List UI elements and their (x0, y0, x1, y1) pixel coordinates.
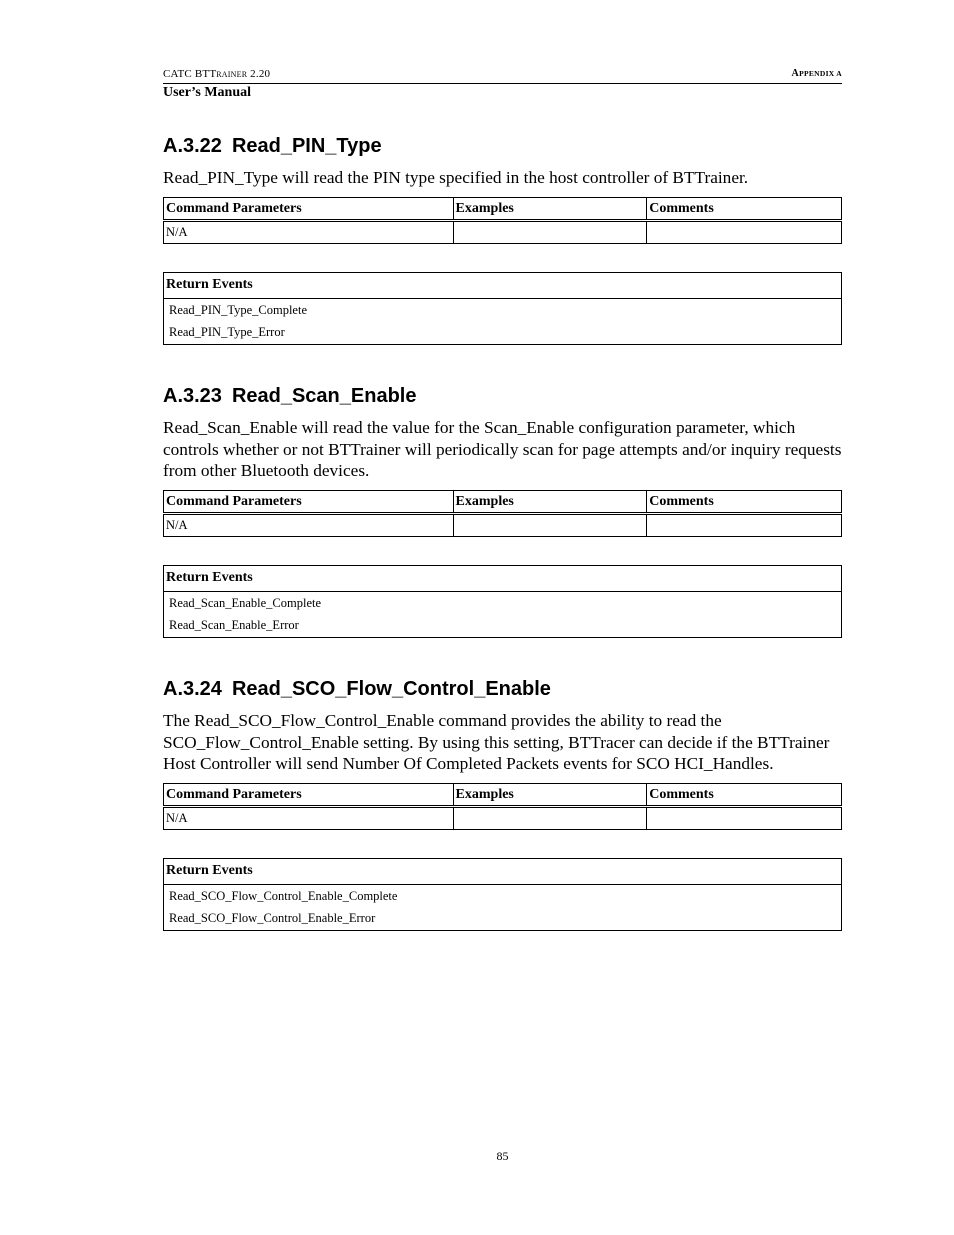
event-name: Read_PIN_Type_Error (169, 324, 285, 339)
command-parameters-table (163, 197, 842, 244)
table-row (164, 614, 842, 637)
section-read-sco-flow-control-enable (163, 676, 842, 931)
section-heading: A.3.23 Read_Scan_Enable (163, 385, 417, 407)
section-heading: A.3.22 Read_PIN_Type (163, 135, 382, 157)
table-row (164, 298, 842, 321)
table-row (164, 513, 842, 536)
table-header-row (164, 490, 842, 513)
section-description: The Read_SCO_Flow_Control_Enable command provides the ability to read the SCO_Flow_Control_Enable setting. By using this setting, BTTracer can decide if the BTTrainer Host Controller will send Number Of Completed Packets events for SCO HCI_Handles. (163, 711, 830, 773)
header-product: CATC BTTRAINER 2.20 (163, 68, 271, 80)
table-row (164, 884, 842, 907)
column-header: Return Events (164, 565, 842, 591)
column-header: Examples (453, 490, 647, 513)
section-description: Read_Scan_Enable will read the value for the Scan_Enable configuration parameter, which controls whether or not BTTrainer will periodically scan for page attempts and/or inquiry requests from other Bluetooth devices. (163, 418, 842, 480)
table-row (164, 321, 842, 344)
event-name: Read_PIN_Type_Complete (169, 303, 307, 318)
table-cell (453, 513, 647, 536)
column-header: Comments (647, 490, 842, 513)
running-header (163, 66, 842, 84)
column-header: Examples (453, 783, 647, 806)
event-name: Read_SCO_Flow_Control_Enable_Complete (169, 889, 398, 904)
table-cell: N/A (164, 806, 454, 829)
table-cell (647, 220, 842, 243)
section-heading: A.3.24 Read_SCO_Flow_Control_Enable (163, 678, 551, 700)
table-row (164, 806, 842, 829)
event-name: Read_Scan_Enable_Complete (169, 596, 322, 611)
table-cell: N/A (164, 513, 454, 536)
table-header-row (164, 197, 842, 220)
column-header: Comments (647, 783, 842, 806)
return-events-table (163, 272, 842, 345)
table-cell (647, 806, 842, 829)
section-read-scan-enable (163, 383, 842, 638)
table-header-row (164, 565, 842, 591)
column-header: Comments (647, 197, 842, 220)
table-cell (453, 806, 647, 829)
column-header: Return Events (164, 858, 842, 884)
section-read-pin-type (163, 133, 842, 345)
table-row (164, 907, 842, 930)
table-header-row (164, 272, 842, 298)
return-events-table (163, 565, 842, 638)
table-header-row (164, 858, 842, 884)
event-name: Read_SCO_Flow_Control_Enable_Error (169, 910, 376, 925)
event-name: Read_Scan_Enable_Error (169, 617, 299, 632)
header-appendix: APPENDIX A (791, 68, 842, 79)
column-header: Command Parameters (164, 490, 454, 513)
column-header: Return Events (164, 272, 842, 298)
return-events-table (163, 858, 842, 931)
table-cell (453, 220, 647, 243)
table-cell (647, 513, 842, 536)
section-description: Read_PIN_Type will read the PIN type specified in the host controller of BTTrainer. (163, 168, 749, 187)
table-row (164, 591, 842, 614)
table-row (164, 220, 842, 243)
column-header: Command Parameters (164, 197, 454, 220)
command-parameters-table (163, 490, 842, 537)
table-cell: N/A (164, 220, 454, 243)
table-header-row (164, 783, 842, 806)
command-parameters-table (163, 783, 842, 830)
column-header: Examples (453, 197, 647, 220)
header-manual: User’s Manual (163, 85, 252, 100)
page-number: 85 (496, 1149, 509, 1163)
column-header: Command Parameters (164, 783, 454, 806)
